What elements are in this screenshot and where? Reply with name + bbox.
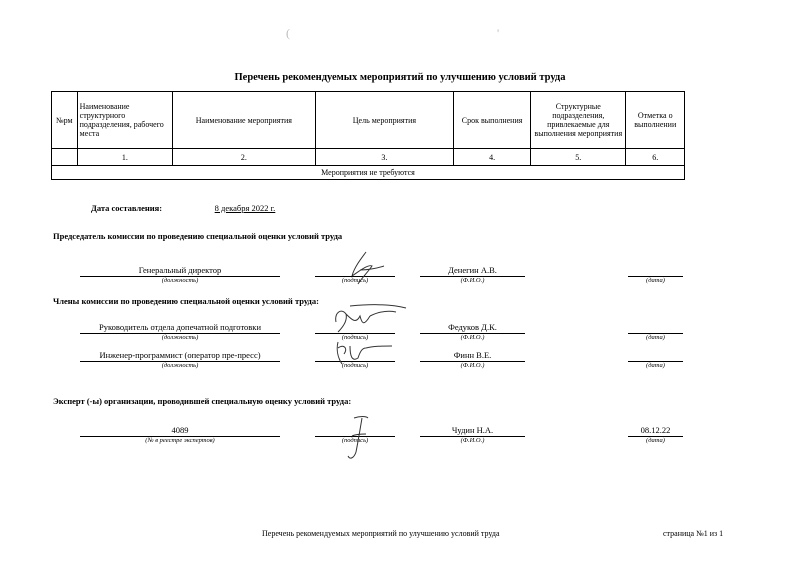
member-1-name: Федуков Д.К. xyxy=(448,322,497,332)
scan-mark: ' xyxy=(497,26,500,40)
scan-mark: ( xyxy=(286,26,290,40)
table-note: Мероприятия не требуются xyxy=(52,166,685,180)
member-2-name: Финн В.Е. xyxy=(453,350,492,360)
member-2-position-caption: (должность) xyxy=(161,362,199,369)
expert-name: Чудин Н.А. xyxy=(451,425,494,435)
header-cell-measure: Наименование мероприятия xyxy=(173,92,316,149)
member-2-signature xyxy=(330,338,400,368)
header-cell-unit: Наименование структурного подразделения, рабочего места xyxy=(77,92,172,149)
expert-registry-caption: (№ в реестре экспертов) xyxy=(145,437,215,444)
expert-date-caption: (дата) xyxy=(646,437,665,444)
table-note-row xyxy=(52,166,685,180)
date-label: Дата составления: xyxy=(91,203,163,213)
number-cell: 3. xyxy=(315,149,454,166)
chair-date-caption: (дата) xyxy=(646,277,665,284)
number-cell: 5. xyxy=(531,149,626,166)
number-cell: 4. xyxy=(454,149,531,166)
number-cell: 6. xyxy=(626,149,685,166)
member-1-name-caption: (Ф.И.О.) xyxy=(460,334,485,341)
member-2-name-caption: (Ф.И.О.) xyxy=(460,362,485,369)
number-cell: 1. xyxy=(77,149,172,166)
member-1-date-caption: (дата) xyxy=(646,334,665,341)
member-2-signature-caption: (подпись) xyxy=(341,362,369,369)
header-cell-goal: Цель мероприятия xyxy=(315,92,454,149)
page-title: Перечень рекомендуемых мероприятий по улучшению условий труда xyxy=(234,72,566,83)
header-cell-completion: Отметка о выполнении xyxy=(626,92,685,149)
chair-name: Денегин А.В. xyxy=(448,265,497,275)
chair-position: Генеральный директор xyxy=(138,265,222,275)
footer-page-number: страница №1 из 1 xyxy=(663,529,724,538)
footer-title: Перечень рекомендуемых мероприятий по улучшению условий труда xyxy=(262,529,500,538)
expert-registry-number: 4089 xyxy=(171,425,189,435)
chair-heading: Председатель комиссии по проведению специальной оценки условий труда xyxy=(53,231,343,241)
member-2-position: Инженер-программист (оператор пре-пресс) xyxy=(99,350,261,360)
header-cell-deadline: Срок выполнения xyxy=(454,92,531,149)
member-1-signature-caption: (подпись) xyxy=(341,334,369,341)
member-1-signature xyxy=(330,302,410,336)
expert-signature xyxy=(344,412,374,464)
date-value: 8 декабря 2022 г. xyxy=(214,203,276,213)
expert-signature-caption: (подпись) xyxy=(341,437,369,444)
member-2-date-caption: (дата) xyxy=(646,362,665,369)
expert-name-caption: (Ф.И.О.) xyxy=(460,437,485,444)
expert-heading: Эксперт (-ы) организации, проводившей специальную оценку условий труда: xyxy=(53,396,352,406)
number-cell-empty xyxy=(52,149,78,166)
table-number-row xyxy=(52,149,685,166)
member-1-position-caption: (должность) xyxy=(161,334,199,341)
header-cell-units-involved: Структурные подразделения, привлекаемые для выполнения мероприятия xyxy=(531,92,626,149)
number-cell: 2. xyxy=(173,149,316,166)
member-1-position: Руководитель отдела допечатной подготовки xyxy=(98,322,261,332)
chair-signature xyxy=(338,250,388,286)
table-header-row xyxy=(52,92,685,149)
members-heading: Члены комиссии по проведению специальной оценки условий труда: xyxy=(53,296,319,306)
chair-signature-caption: (подпись) xyxy=(341,277,369,284)
header-cell-rm: №рм xyxy=(52,92,78,149)
chair-position-caption: (должность) xyxy=(161,277,199,284)
measures-table xyxy=(51,91,685,180)
expert-date: 08.12.22 xyxy=(640,425,671,435)
chair-name-caption: (Ф.И.О.) xyxy=(460,277,485,284)
